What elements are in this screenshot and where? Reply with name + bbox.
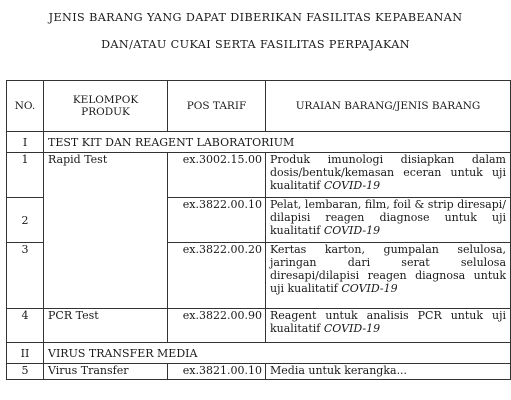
item-description	[266, 309, 511, 343]
header-group	[44, 81, 168, 132]
header-group-line2: PRODUK	[81, 106, 130, 118]
description-text: Kertas karton, gumpalan selulosa, jaringan dari serat selulosa diresapi/dilapisi reagen diagnosa untuk uji kualitatif	[270, 243, 506, 295]
section-number: I	[7, 132, 44, 153]
section-title: TEST KIT DAN REAGENT LABORATORIUM	[44, 132, 511, 153]
table-row	[7, 364, 511, 380]
row-number: 5	[7, 364, 44, 380]
document-title-line2: DAN/ATAU CUKAI SERTA FASILITAS PERPAJAKAN	[101, 38, 410, 51]
section-number: II	[7, 343, 44, 364]
item-description	[266, 153, 511, 198]
description-italic: COVID-19	[323, 322, 381, 335]
facility-table	[6, 80, 511, 380]
header-no: NO.	[7, 81, 44, 132]
tariff-code: ex.3821.00.10	[168, 364, 266, 380]
tariff-code: ex.3822.00.20	[168, 243, 266, 309]
section-title: VIRUS TRANSFER MEDIA	[44, 343, 511, 364]
item-description	[266, 243, 511, 309]
product-group: Rapid Test	[44, 153, 168, 309]
item-description	[266, 198, 511, 243]
table-header-row	[7, 81, 511, 132]
tariff-code: ex.3822.00.90	[168, 309, 266, 343]
description-text: Reagent untuk analisis PCR untuk uji kualitatif	[270, 309, 506, 335]
description-text: Pelat, lembaran, film, foil & strip diresapi/ dilapisi reagen diagnose untuk uji kualitatif	[270, 198, 506, 237]
header-tariff: POS TARIF	[168, 81, 266, 132]
tariff-code: ex.3002.15.00	[168, 153, 266, 198]
table-row	[7, 153, 511, 198]
document-title-line1: JENIS BARANG YANG DAPAT DIBERIKAN FASILITAS KEPABEANAN	[48, 11, 463, 24]
section-row	[7, 343, 511, 364]
product-group: Virus Transfer	[44, 364, 168, 380]
header-desc: URAIAN BARANG/JENIS BARANG	[266, 81, 511, 132]
section-row	[7, 132, 511, 153]
product-group: PCR Test	[44, 309, 168, 343]
item-description: Media untuk kerangka...	[266, 364, 511, 380]
table-row	[7, 309, 511, 343]
description-text: Produk imunologi disiapkan dalam dosis/bentuk/kemasan eceran untuk uji kualitatif	[270, 153, 506, 192]
row-number: 3	[7, 243, 44, 309]
header-group-line1: KELOMPOK	[72, 94, 139, 106]
tariff-code: ex.3822.00.10	[168, 198, 266, 243]
description-italic: COVID-19	[341, 282, 398, 295]
row-number: 1	[7, 153, 44, 198]
row-number: 2	[7, 198, 44, 243]
description-italic: COVID-19	[323, 224, 381, 237]
description-italic: COVID-19	[323, 179, 381, 192]
row-number: 4	[7, 309, 44, 343]
